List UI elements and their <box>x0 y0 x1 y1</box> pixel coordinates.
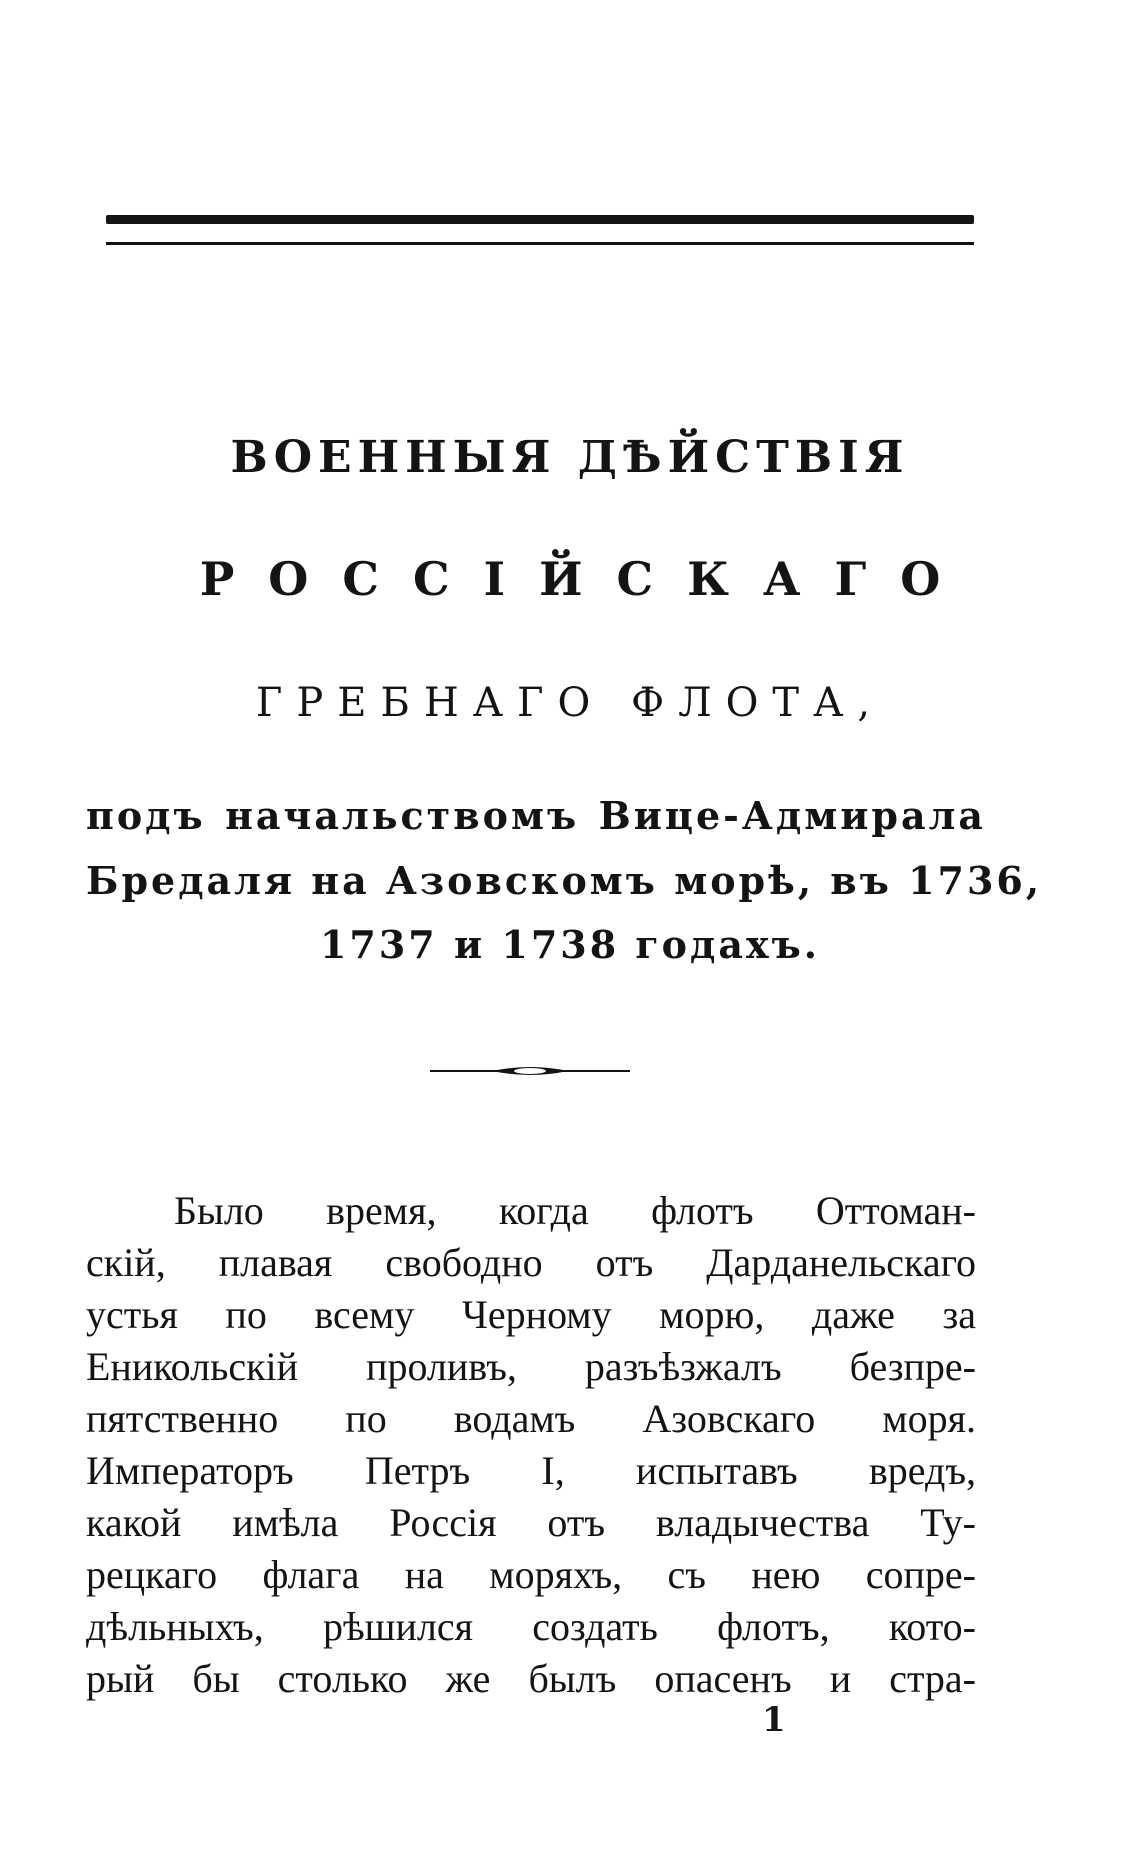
body-line: скій, плавая свободно отъ Дарданельскаго <box>86 1240 976 1285</box>
top-rule-thick <box>106 215 974 224</box>
body-line: рецкаго флага на моряхъ, съ нею сопре- <box>86 1552 976 1597</box>
body-line: Было время, когда флотъ Оттоман- <box>174 1188 976 1233</box>
body-line: какой имѣла Россія отъ владычества Ту- <box>86 1500 976 1545</box>
subtitle-line-3: 1737 и 1738 годахъ. <box>319 922 820 967</box>
title-line-3: ГРЕБНАГО ФЛОТА, <box>255 680 885 726</box>
title-line-1: ВОЕННЫЯ ДѢЙСТВІЯ <box>230 432 910 483</box>
body-line: пятственно по водамъ Азовскаго моря. <box>86 1396 976 1441</box>
page-number: 1 <box>762 1700 786 1740</box>
ornamental-divider <box>430 1060 630 1082</box>
body-line: устья по всему Черному морю, даже за <box>86 1292 976 1337</box>
body-line: рый бы столько же былъ опасенъ и стра- <box>86 1656 976 1701</box>
title-line-2: РОССІЙСКАГО <box>199 552 975 606</box>
body-line: Императоръ Петръ I, испытавъ вредъ, <box>86 1448 976 1493</box>
subtitle-line-1: подъ начальствомъ Вице-Адмирала <box>86 793 986 838</box>
body-line: дѣльныхъ, рѣшился создать флотъ, кото- <box>86 1604 976 1649</box>
top-rule-thin <box>106 242 974 245</box>
body-line: Еникольскій проливъ, разъѣзжалъ безпре- <box>86 1344 976 1389</box>
subtitle-line-2: Бредаля на Азовскомъ морѣ, въ 1736, <box>86 858 1043 903</box>
